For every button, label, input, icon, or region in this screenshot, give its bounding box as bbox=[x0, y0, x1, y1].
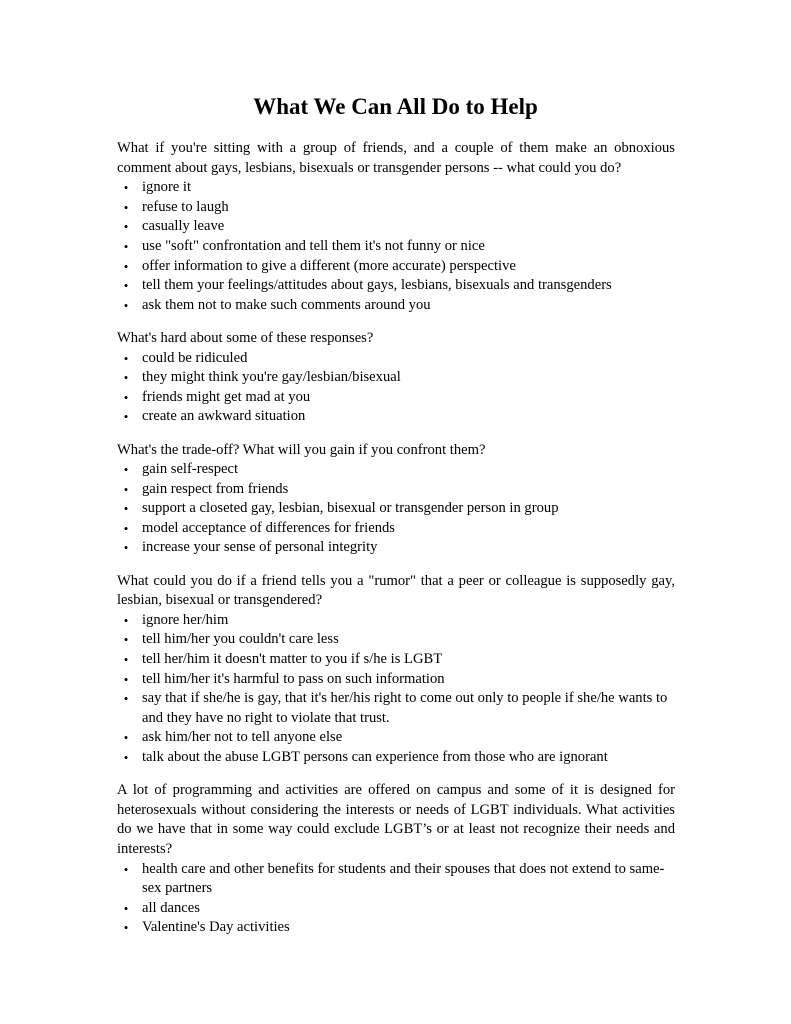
list-item-text: tell him/her you couldn't care less bbox=[142, 631, 339, 648]
list-item bbox=[117, 237, 675, 257]
bullet-icon: • bbox=[123, 219, 129, 235]
document-body bbox=[117, 139, 675, 938]
list-item-text: tell him/her it's harmful to pass on such information bbox=[142, 670, 445, 687]
list-item bbox=[117, 899, 675, 919]
bullet-icon: • bbox=[123, 861, 129, 877]
bullet-icon: • bbox=[123, 481, 129, 497]
bullet-icon: • bbox=[123, 409, 129, 425]
list-item-text: casually leave bbox=[142, 218, 225, 235]
bullet-icon: • bbox=[123, 750, 129, 765]
list-item bbox=[117, 217, 675, 237]
list-item-text: increase your sense of personal integrity bbox=[142, 539, 378, 556]
list-item bbox=[117, 918, 675, 938]
bullet-icon: • bbox=[123, 370, 129, 386]
section-intro: What could you do if a friend tells you a "rumor" that a peer or colleague is supposedly gay, lesbian, bisexual or transgendered? bbox=[117, 572, 675, 609]
bullet-list bbox=[117, 349, 675, 427]
list-item bbox=[117, 519, 675, 539]
bullet-icon: • bbox=[123, 258, 129, 274]
section-intro: What if you're sitting with a group of friends, and a couple of them make an obnoxious comment about gays, lesbians, bisexuals or transgender persons -- what could you do? bbox=[117, 140, 675, 176]
bullet-icon: • bbox=[123, 199, 129, 215]
list-item bbox=[117, 296, 675, 316]
bullet-list bbox=[117, 178, 675, 315]
bullet-icon: • bbox=[123, 180, 129, 196]
list-item-text: use "soft" confrontation and tell them it's not funny or nice bbox=[142, 237, 485, 254]
list-item-text: health care and other benefits for students and their spouses that does not extend to same-sex partners bbox=[142, 860, 665, 897]
list-item-text: ignore her/him bbox=[142, 611, 229, 628]
bullet-icon: • bbox=[123, 520, 129, 536]
list-item-text: ignore it bbox=[142, 179, 192, 196]
bullet-icon: • bbox=[123, 350, 129, 366]
section-campus-activities bbox=[117, 781, 675, 938]
list-item-text: talk about the abuse LGBT persons can experience from those who are ignorant bbox=[142, 749, 608, 765]
section-trade-off bbox=[117, 441, 675, 559]
list-item-text: all dances bbox=[142, 899, 200, 916]
list-item bbox=[117, 860, 675, 899]
list-item bbox=[117, 728, 675, 748]
list-item-text: ask him/her not to tell anyone else bbox=[142, 729, 343, 746]
section-rumor bbox=[117, 572, 675, 768]
list-item-text: gain self-respect bbox=[142, 461, 239, 478]
bullet-icon: • bbox=[123, 691, 129, 707]
list-item bbox=[117, 480, 675, 500]
section-hard-responses bbox=[117, 329, 675, 427]
list-item-text: ask them not to make such comments around you bbox=[142, 296, 431, 313]
bullet-icon: • bbox=[123, 238, 129, 254]
list-item-text: model acceptance of differences for friends bbox=[142, 519, 395, 536]
bullet-icon: • bbox=[123, 501, 129, 517]
bullet-icon: • bbox=[123, 612, 129, 628]
list-item bbox=[117, 178, 675, 198]
list-item-text: tell them your feelings/attitudes about gays, lesbians, bisexuals and transgenders bbox=[142, 277, 612, 294]
list-item bbox=[117, 538, 675, 558]
list-item-text: say that if she/he is gay, that it's her/his right to come out only to people if she/he wants to and they have no right to violate that trust. bbox=[142, 690, 668, 726]
section-intro: What's the trade-off? What will you gain if you confront them? bbox=[117, 441, 486, 458]
bullet-icon: • bbox=[123, 900, 129, 916]
bullet-list bbox=[117, 611, 675, 768]
bullet-icon: • bbox=[123, 671, 129, 687]
bullet-icon: • bbox=[123, 462, 129, 478]
list-item-text: they might think you're gay/lesbian/bisexual bbox=[142, 369, 401, 386]
list-item bbox=[117, 748, 675, 768]
list-item bbox=[117, 460, 675, 480]
bullet-list bbox=[117, 460, 675, 558]
list-item-text: could be ridiculed bbox=[142, 349, 248, 366]
section-intro: What's hard about some of these responses? bbox=[117, 329, 374, 346]
bullet-icon: • bbox=[123, 389, 129, 405]
list-item bbox=[117, 388, 675, 408]
section-offensive-comment bbox=[117, 139, 675, 315]
list-item bbox=[117, 611, 675, 631]
list-item-text: create an awkward situation bbox=[142, 408, 306, 425]
bullet-icon: • bbox=[123, 278, 129, 294]
list-item bbox=[117, 650, 675, 670]
list-item bbox=[117, 368, 675, 388]
list-item bbox=[117, 349, 675, 369]
list-item bbox=[117, 499, 675, 519]
list-item bbox=[117, 689, 675, 728]
bullet-icon: • bbox=[123, 297, 129, 313]
list-item-text: Valentine's Day activities bbox=[142, 919, 290, 936]
bullet-icon: • bbox=[123, 540, 129, 556]
list-item bbox=[117, 630, 675, 650]
bullet-icon: • bbox=[123, 730, 129, 746]
list-item bbox=[117, 276, 675, 296]
list-item bbox=[117, 257, 675, 277]
bullet-icon: • bbox=[123, 920, 129, 936]
list-item-text: refuse to laugh bbox=[142, 198, 229, 215]
list-item-text: gain respect from friends bbox=[142, 480, 289, 497]
page-title: What We Can All Do to Help bbox=[253, 94, 538, 119]
bullet-list bbox=[117, 860, 675, 938]
list-item bbox=[117, 670, 675, 690]
list-item-text: offer information to give a different (more accurate) perspective bbox=[142, 257, 516, 274]
bullet-icon: • bbox=[123, 632, 129, 648]
list-item-text: friends might get mad at you bbox=[142, 388, 311, 405]
list-item bbox=[117, 407, 675, 427]
list-item-text: support a closeted gay, lesbian, bisexual or transgender person in group bbox=[142, 500, 559, 517]
list-item bbox=[117, 198, 675, 218]
section-intro: A lot of programming and activities are offered on campus and some of it is designed for heterosexuals without considering the interests or needs of LGBT individuals. What activities do we have that in some way could exclude LGBT’s or at least not recognize their needs and interests? bbox=[117, 782, 675, 857]
list-item-text: tell her/him it doesn't matter to you if s/he is LGBT bbox=[142, 651, 443, 668]
bullet-icon: • bbox=[123, 652, 129, 668]
